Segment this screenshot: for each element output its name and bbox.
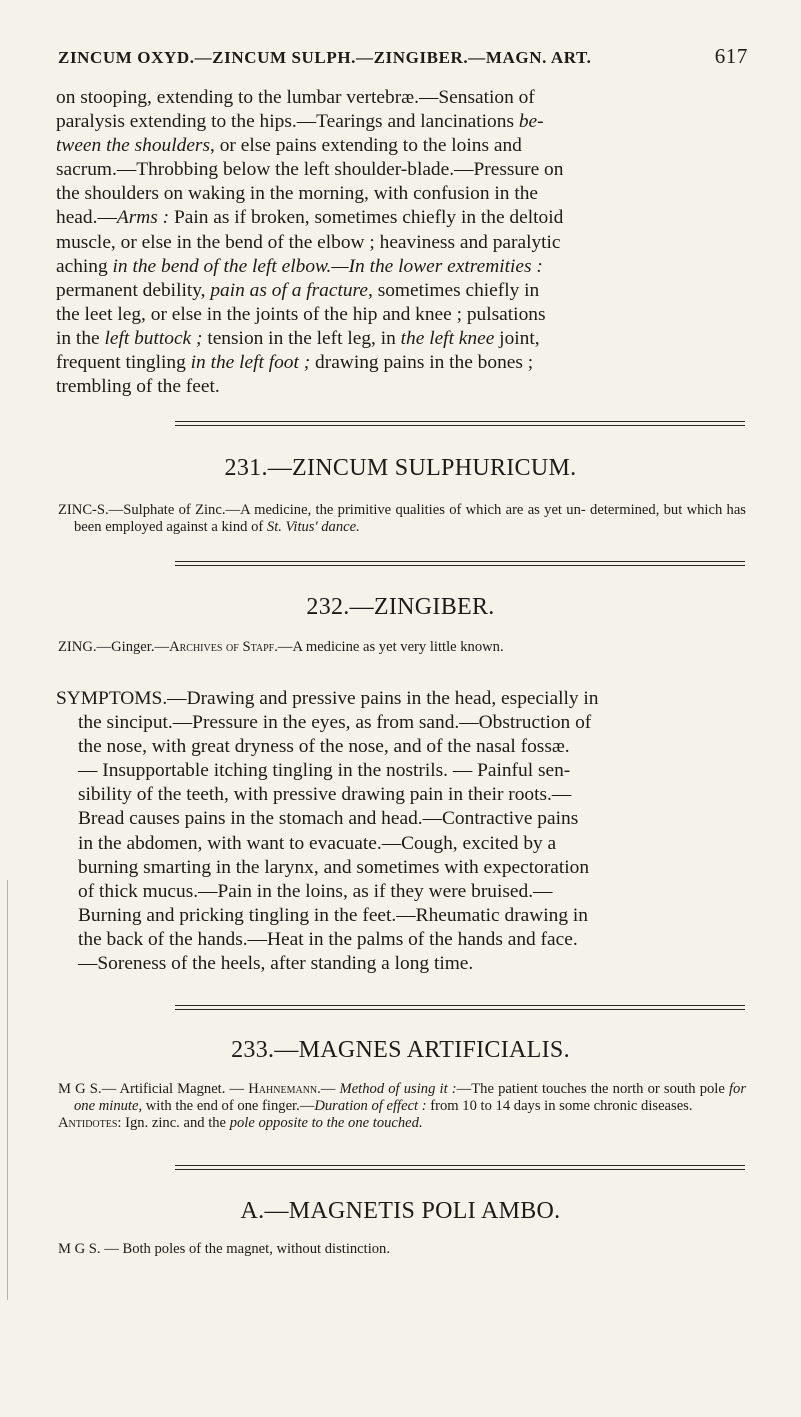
symptom-line: burning smarting in the larynx, and sometimes with expectoration [78,856,590,878]
symptom-line: sibility of the teeth, with pressive drawing pain in their roots.— [78,784,572,806]
section-a-description [58,1241,746,1258]
section-231-description [58,502,746,536]
page-number: 617 [714,44,748,68]
running-head-title: ZINCUM OXYD.—ZINCUM SULPH.—ZINGIBER.—MAGN. ART. [58,48,592,67]
intro-line: the shoulders on waking in the morning, with confusion in the [56,183,539,205]
section-heading-233: 233.—MAGNES ARTIFICIALIS. [231,1037,570,1063]
symptoms-paragraph [56,687,746,976]
description-text: M G S. — Both poles of the magnet, without distinction. [58,1241,390,1257]
symptom-line: Burning and pricking tingling in the feet.—Rheumatic drawing in [78,904,588,926]
section-divider [175,421,745,426]
symptom-line: of thick mucus.—Pain in the loins, as if they were bruised.— [78,880,553,902]
intro-line: on stooping, extending to the lumbar vertebræ.—Sensation of [56,87,535,108]
section-232-description [58,639,746,656]
intro-line: permanent debility, pain as of a fracture, sometimes chiefly in [56,279,540,301]
intro-line: paralysis extending to the hips.—Tearings and lancinations be- [56,111,544,133]
intro-line: sacrum.—Throbbing below the left shoulder-blade.—Pressure on [56,159,564,181]
symptom-line: the nose, with great dryness of the nose, and of the nasal fossæ. [78,736,570,758]
description-text: M G S.— Artificial Magnet. — Hahnemann.— Method of using it :—The patient touches the north or south pole for one minute, with the end of one finger.—Duration of effect : from 10 to 14 days in some chronic diseases. [58,1081,746,1114]
symptom-line: in the abdomen, with want to evacuate.—Cough, excited by a [78,832,557,854]
description-text: ZINC-S.—Sulphate of Zinc.—A medicine, the primitive qualities of which are as yet un- determined, but which has been employed against a kind of St. Vitus' dance. [58,502,746,535]
symptom-line: the back of the hands.—Heat in the palms of the hands and face. [78,928,578,950]
intro-line: muscle, or else in the bend of the elbow ; heaviness and paralytic [56,231,561,253]
symptom-line: — Insupportable itching tingling in the nostrils. — Painful sen- [78,760,571,782]
section-divider [175,561,745,566]
running-head [58,44,748,68]
intro-line: tween the shoulders, or else pains extending to the loins and [56,135,522,157]
intro-line: frequent tingling in the left foot ; drawing pains in the bones ; [56,352,534,374]
page-margin-shadow [7,880,8,1300]
intro-line: aching in the bend of the left elbow.—In the lower extremities : [56,255,543,277]
antidotes-text: Antidotes: Ign. zinc. and the pole opposite to the one touched. [58,1115,423,1131]
intro-line: trembling of the feet. [56,376,220,398]
section-heading-a: A.—MAGNETIS POLI AMBO. [240,1198,561,1224]
section-divider [175,1165,745,1170]
section-divider [175,1005,745,1010]
symptom-line: Bread causes pains in the stomach and head.—Contractive pains [78,808,579,830]
symptom-line: the sinciput.—Pressure in the eyes, as from sand.—Obstruction of [78,712,592,734]
description-text: ZING.—Ginger.—Archives of Stapf.—A medicine as yet very little known. [58,639,504,655]
symptom-line: —Soreness of the heels, after standing a long time. [78,953,474,975]
section-heading-231: 231.—ZINCUM SULPHURICUM. [224,455,577,481]
intro-line: the leet leg, or else in the joints of the hip and knee ; pulsations [56,303,546,325]
section-heading-232: 232.—ZINGIBER. [306,594,495,620]
symptom-line: SYMPTOMS.—Drawing and pressive pains in the head, especially in [56,688,599,709]
section-233-description [58,1081,746,1132]
intro-paragraph [56,86,746,399]
intro-line: head.—Arms : Pain as if broken, sometimes chiefly in the deltoid [56,207,564,229]
intro-line: in the left buttock ; tension in the left leg, in the left knee joint, [56,327,540,349]
